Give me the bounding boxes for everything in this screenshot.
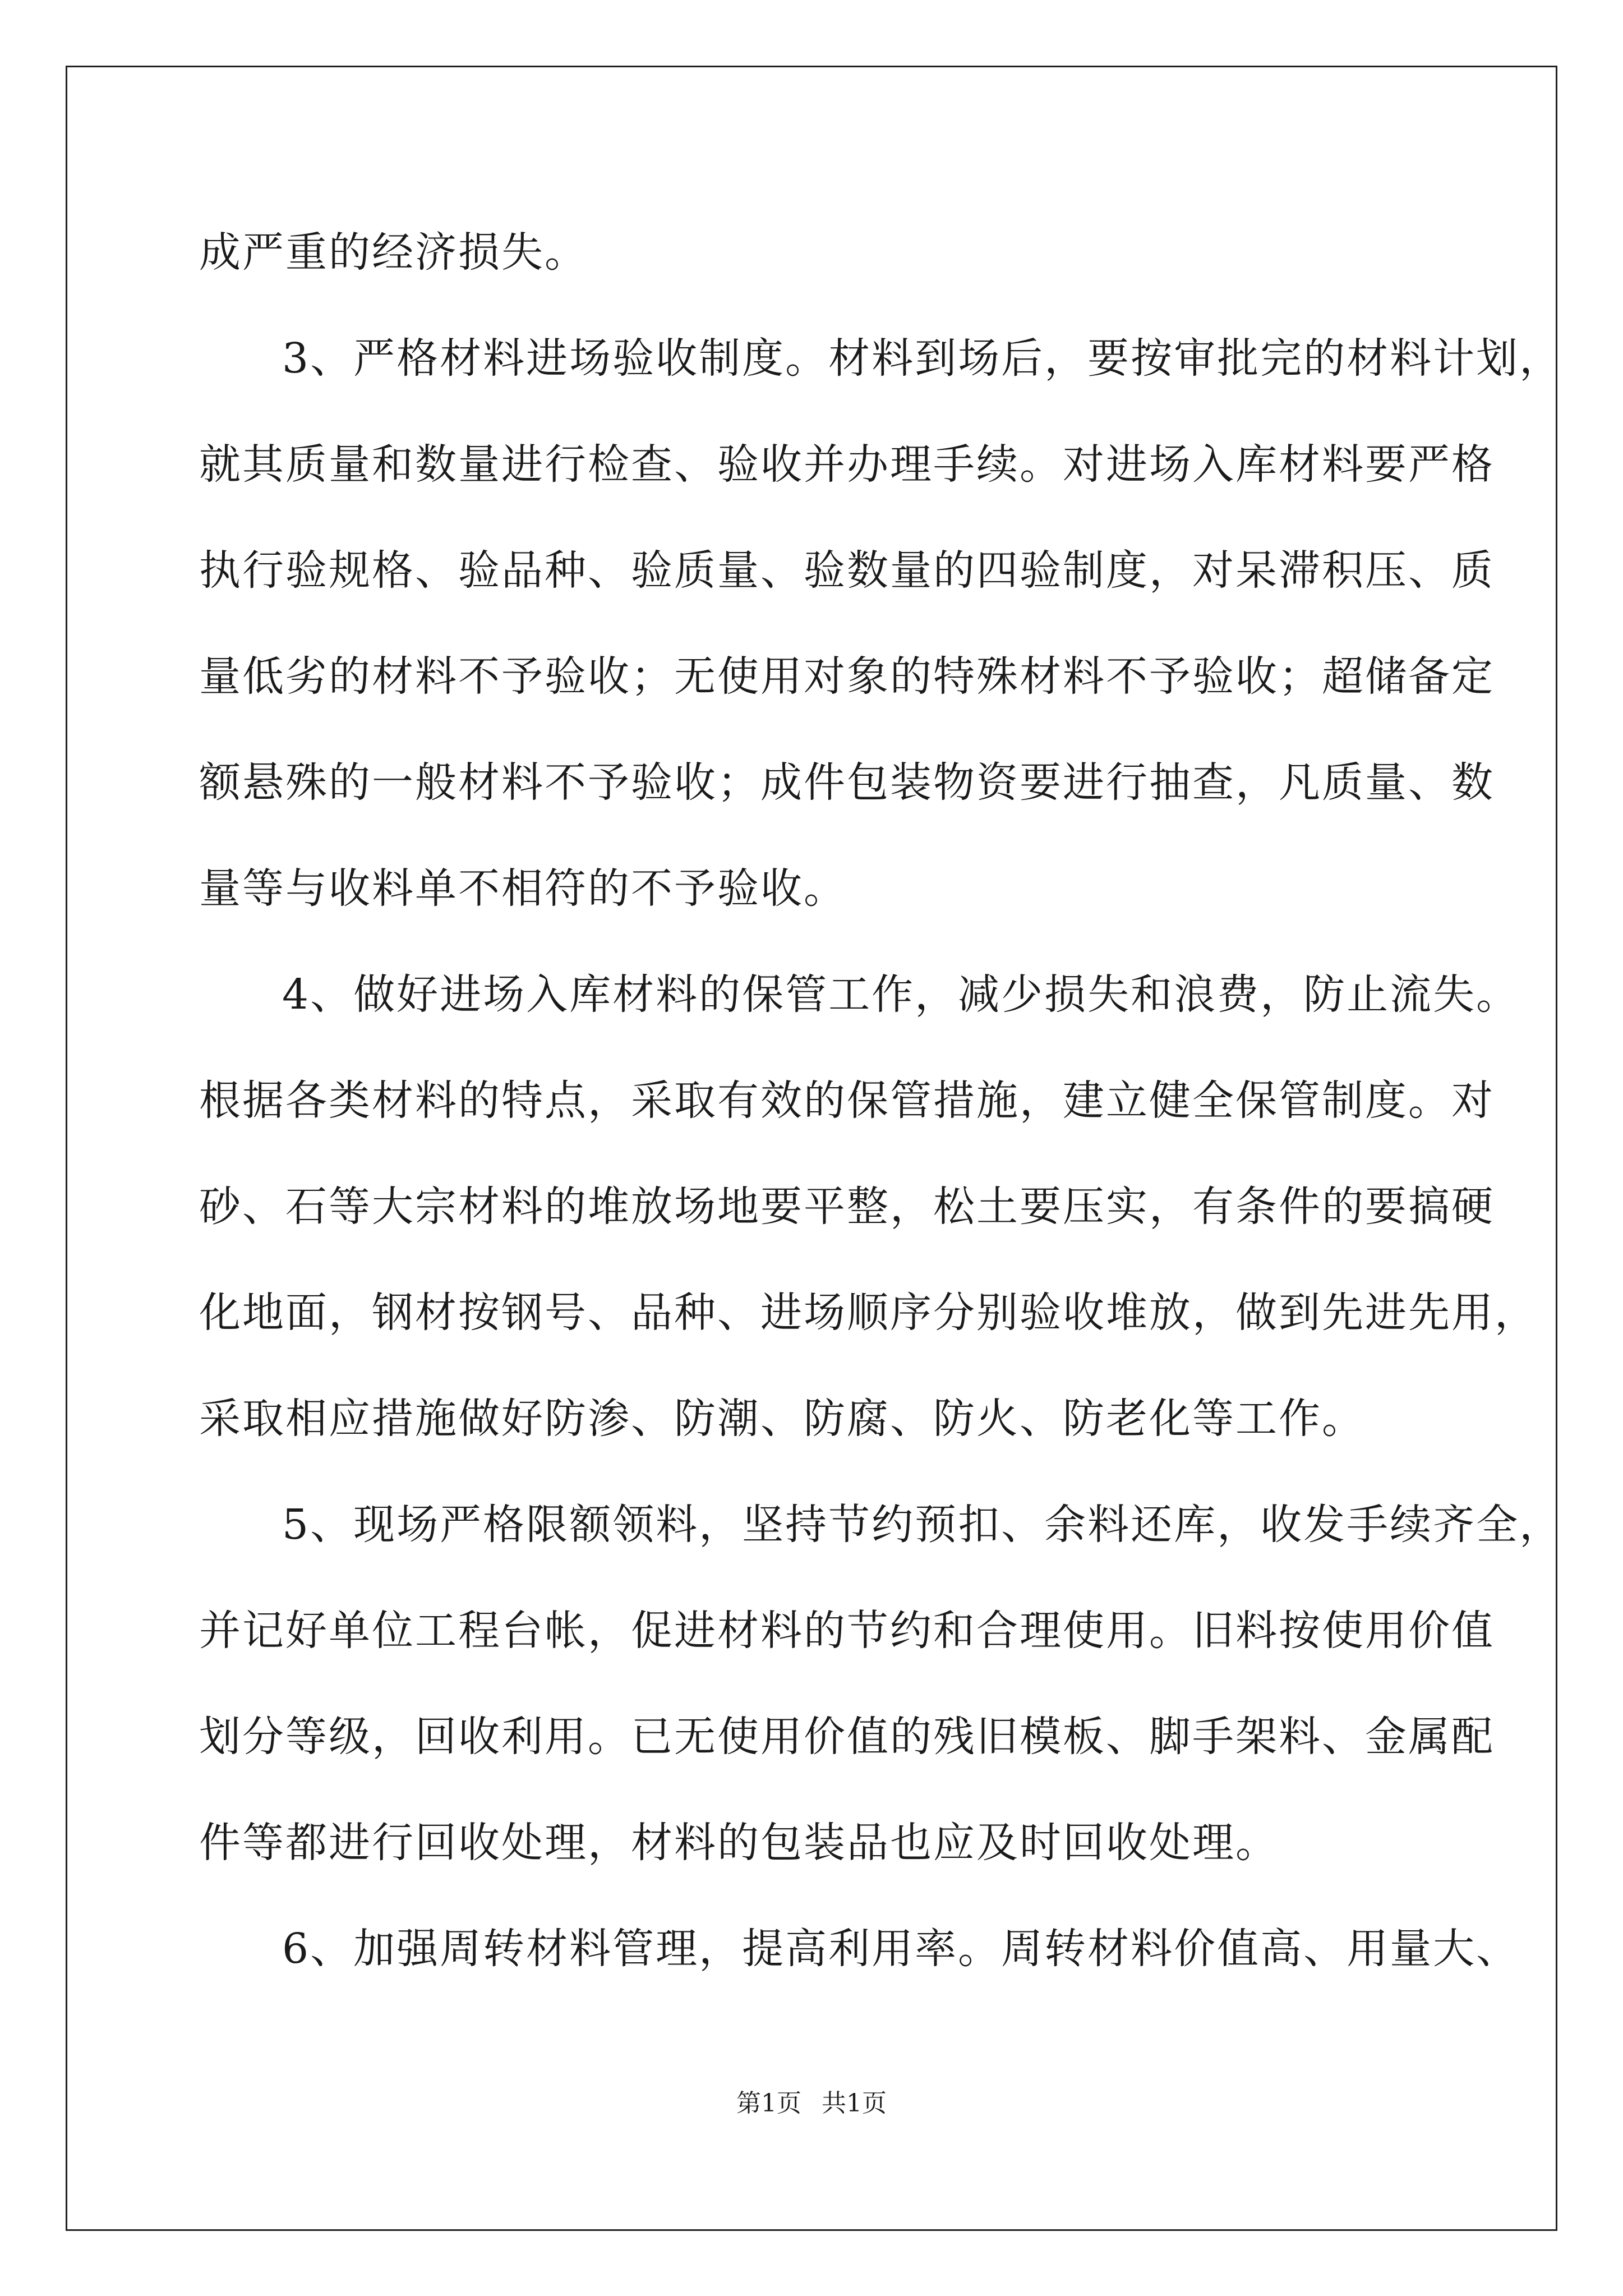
text-line: 采取相应措施做好防渗、防潮、防腐、防火、防老化等工作。 [199,1395,1365,1443]
text-line: 执行验规格、验品种、验质量、验数量的四验制度，对呆滞积压、质 [199,546,1495,595]
text-line: 并记好单位工程台帐，促进材料的节约和合理使用。旧料按使用价值 [199,1607,1495,1655]
text-line: 化地面，钢材按钢号、品种、进场顺序分别验收堆放，做到先进先用， [199,1289,1538,1337]
text-line: 成严重的经济损失。 [199,228,588,277]
text-line: 量低劣的材料不予验收；无使用对象的特殊材料不予验收；超储备定 [199,652,1495,701]
paragraph-3-start: 3、严格材料进场验收制度。材料到场后，要按审批完的材料计划， [282,334,1563,383]
text-line: 量等与收料单不相符的不予验收。 [199,864,847,913]
page-footer [0,2087,1623,2120]
paragraph-4-start: 4、做好进场入库材料的保管工作，减少损失和浪费，防止流失。 [282,970,1520,1019]
paragraph-6-start: 6、加强周转材料管理，提高利用率。周转材料价值高、用量大、 [282,1925,1520,1973]
text-line: 额悬殊的一般材料不予验收；成件包装物资要进行抽查，凡质量、数 [199,758,1495,807]
document-body [199,219,1563,2021]
text-line: 划分等级，回收利用。已无使用价值的残旧模板、脚手架料、金属配 [199,1713,1495,1761]
text-line: 砂、石等大宗材料的堆放场地要平整，松土要压实，有条件的要搞硬 [199,1182,1495,1231]
page-number: 第1页 [736,2089,801,2118]
text-line: 件等都进行回收处理，材料的包装品也应及时回收处理。 [199,1819,1279,1867]
text-line: 根据各类材料的特点，采取有效的保管措施，建立健全保管制度。对 [199,1076,1495,1125]
paragraph-5-start: 5、现场严格限额领料，坚持节约预扣、余料还库，收发手续齐全， [282,1501,1563,1549]
page-total: 共1页 [822,2089,887,2118]
text-line: 就其质量和数量进行检查、验收并办理手续。对进场入库材料要严格 [199,440,1495,489]
